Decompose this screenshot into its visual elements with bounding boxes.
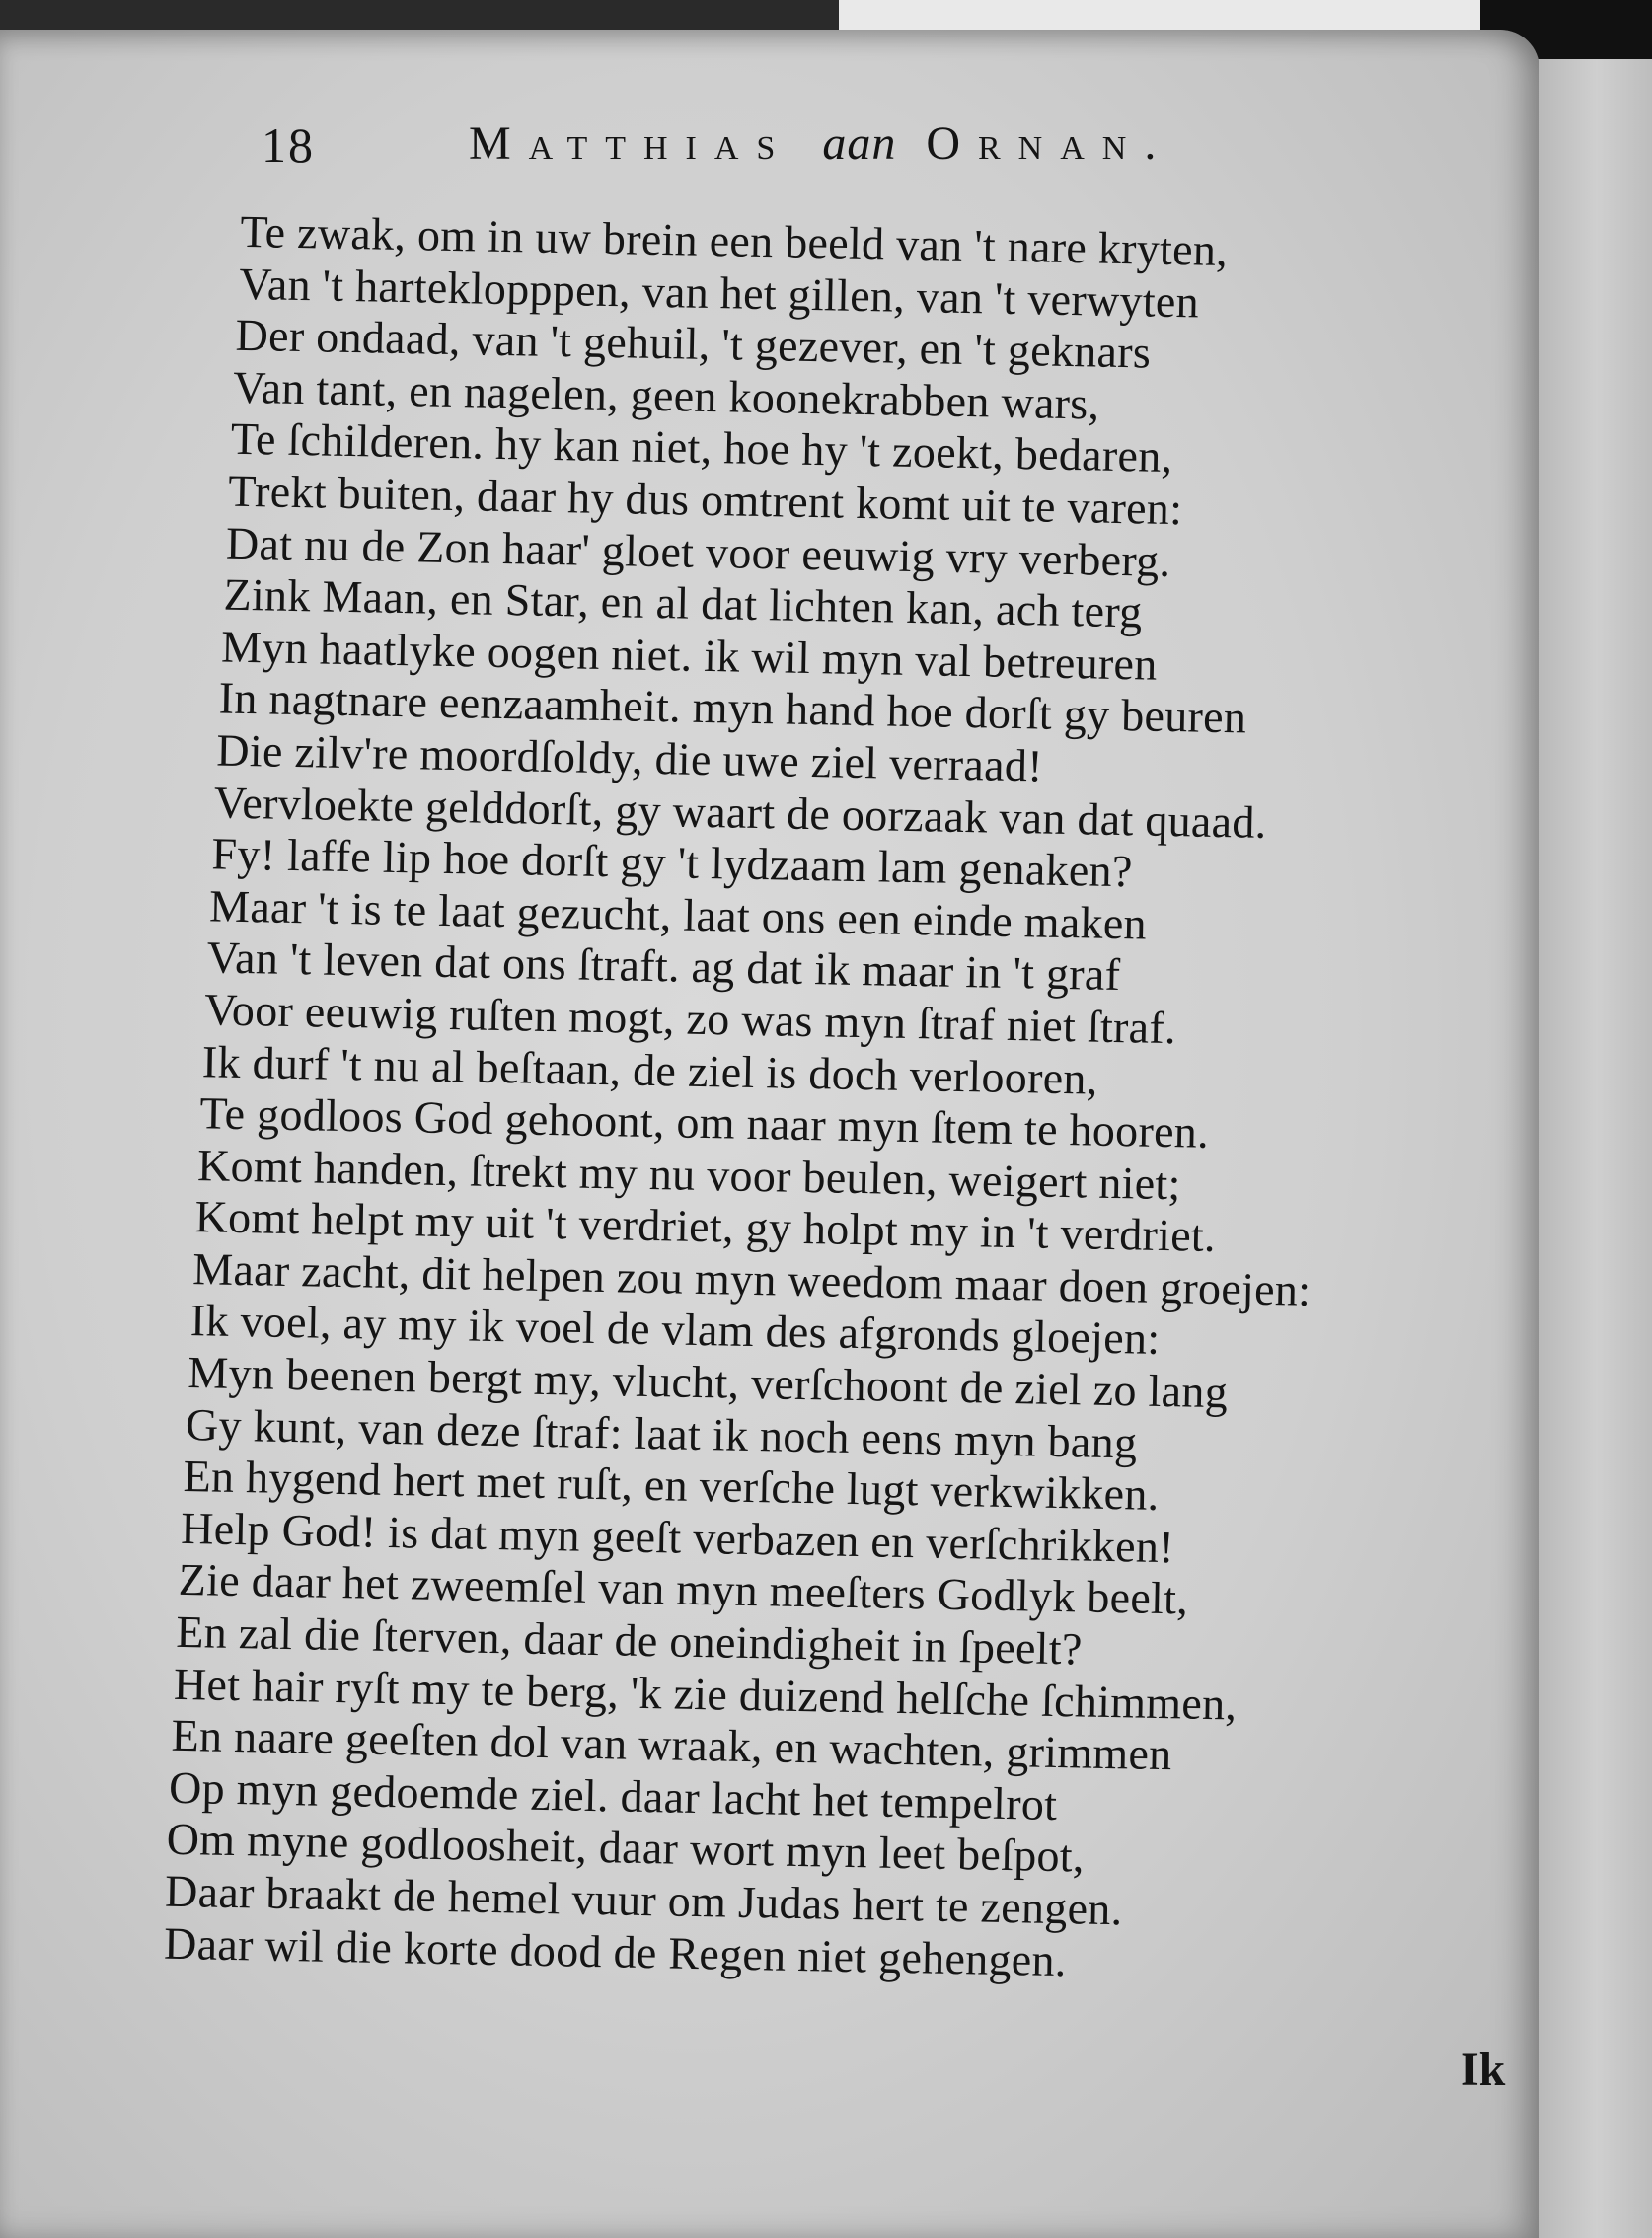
verse-line: Trekt buiten, daar hy dus omtrent komt uit te varen:	[227, 465, 1183, 535]
running-title	[469, 116, 1173, 171]
verse-line: Het hair ryſt my te berg, 'k zie duizend helſche ſchimmen,	[173, 1658, 1238, 1730]
verse-line: Komt handen, ſtrekt my nu voor beulen, weigert niet;	[196, 1139, 1182, 1209]
running-title-recipient: Ornan.	[926, 117, 1174, 170]
verse-line: Fy! laffe lip hoe dorſt gy 't lydzaam lam genaken?	[211, 828, 1134, 897]
catchword: Ik	[1461, 2044, 1506, 2096]
verse-line: En zal die ſterven, daar de oneindigheit in ſpeelt?	[175, 1605, 1084, 1675]
verse-line: Voor eeuwig ruſten mogt, zo was myn ſtraf niet ſtraf.	[203, 984, 1177, 1054]
verse-line: En hygend hert met ruſt, en verſche lugt verkwikken.	[183, 1451, 1160, 1521]
verse-line: Maar 't is te laat gezucht, laat ons een einde maken	[208, 880, 1148, 949]
verse-line: Maar zacht, dit helpen zou myn weedom maar doen groejen:	[191, 1242, 1312, 1315]
verse-line: Daar braakt de hemel vuur om Judas hert te zengen.	[164, 1865, 1123, 1935]
verse-line: Van 't leven dat ons ſtraft. ag dat ik maar in 't graf	[206, 932, 1121, 1001]
verse-line: Die zilv're moordſoldy, die uwe ziel verraad!	[215, 724, 1044, 791]
verse-line: Komt helpt my uit 't verdriet, gy holpt my in 't verdriet.	[194, 1191, 1217, 1262]
verse-line: In nagtnare eenzaamheit. myn hand hoe dorſt gy beuren	[218, 672, 1247, 743]
verse-line: Zink Maan, en Star, en al dat lichten kan, ach terg	[223, 568, 1143, 637]
page-number: 18	[262, 117, 315, 173]
running-title-name: Matthias	[469, 117, 793, 170]
verse-line: Vervloekte gelddorſt, gy waart de oorzaak van dat quaad.	[213, 776, 1268, 848]
verse-line: Gy kunt, van deze ſtraf: laat ik noch eens myn bang	[185, 1398, 1138, 1468]
verse-line: Zie daar het zweemſel van myn meeſters Godlyk beelt,	[178, 1554, 1189, 1624]
running-title-connector: aan	[822, 117, 897, 170]
verse-line: Help God! is dat myn geeſt verbazen en verſchrikken!	[180, 1502, 1175, 1573]
verse-line: Van 't harteklopppen, van het gillen, van 't verwyten	[239, 258, 1200, 328]
verse-line: Ik durf 't nu al beſtaan, de ziel is doch verlooren,	[201, 1035, 1099, 1104]
verse-line: Ik voel, ay my ik voel de vlam des afgronds gloejen:	[189, 1295, 1161, 1365]
verse-line: Van tant, en nagelen, geen koonekrabben wars,	[232, 361, 1100, 429]
verse-line: Op myn gedoemde ziel. daar lacht het tempelrot	[168, 1761, 1058, 1829]
verse-text	[164, 205, 1520, 1995]
verse-line: Myn beenen bergt my, vlucht, verſchoont de ziel zo lang	[187, 1347, 1229, 1418]
verse-line: Te ſchilderen. hy kan niet, hoe hy 't zoekt, bedaren,	[230, 413, 1173, 483]
verse-line: Te godloos God gehoont, om naar myn ſtem te hooren.	[199, 1087, 1210, 1157]
verse-line: En naare geeſten dol van wraak, en wachten, grimmen	[171, 1710, 1173, 1780]
verse-line: Der ondaad, van 't gehuil, 't gezever, en 't geknars	[235, 309, 1152, 378]
verse-line: Myn haatlyke oogen niet. ik wil myn val betreuren	[220, 621, 1159, 690]
verse-line: Dat nu de Zon haar' gloet voor eeuwig vry verberg.	[225, 517, 1171, 586]
verse-line: Daar wil die korte dood de Regen niet gehengen.	[163, 1917, 1068, 1985]
verse-line: Te zwak, om in uw brein een beeld van 't nare kryten,	[240, 205, 1229, 276]
running-head	[262, 116, 1347, 195]
verse-line: Om myne godloosheit, daar wort myn leet beſpot,	[166, 1814, 1086, 1882]
